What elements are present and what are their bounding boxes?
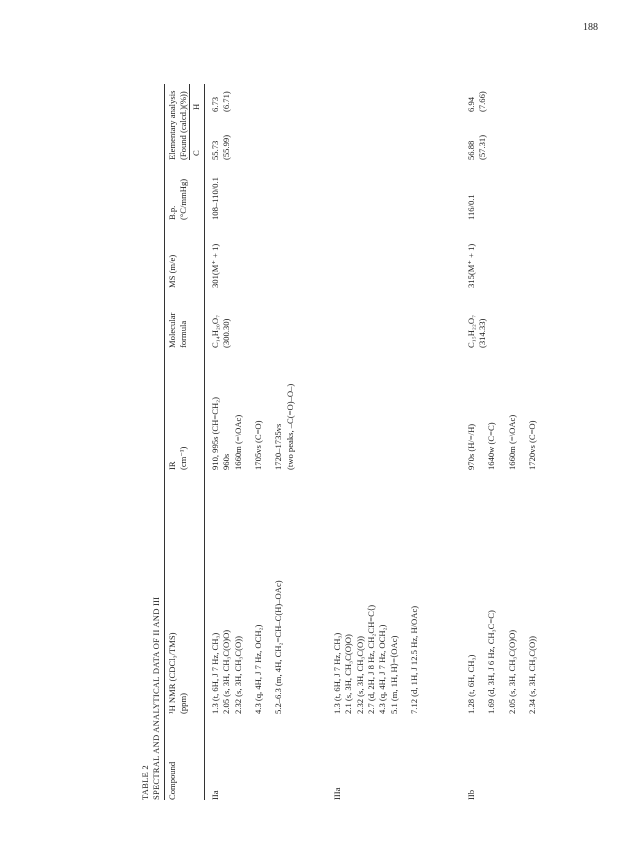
table-title: SPECTRAL AND ANALYTICAL DATA OF II AND III [151, 596, 161, 800]
row-iia-h: 6.73 (6.71) [210, 91, 232, 112]
row-iiia-nmr: 1.3 (t, 6H, J 7 Hz, CH₃) 2.1 (s, 3H, CH₃C(O)O) 2.32 (s, 3H, CH₃C(O)) 2.7 (d, 2H, J 8 Hz, CH₂CH=C⟨) 4.3 (q, 4H, J 7 Hz, OCH₂) 5.1 (m, 1H, H⟩=⟨OAc) 7.12 (d, 1H, J 12.5 Hz, H/OAc) [332, 604, 420, 714]
row-iib-c: 56.88 (57.31) [466, 134, 488, 160]
row-iib-compound: IIb [466, 789, 476, 800]
row-iib-ms: 315(M⁺ + 1) [466, 243, 476, 288]
row-iia-ir: 910, 995s (CH=CH₂) 960s 1660m (=\OAc) 1705vs (C=O) 1720–1735vs (two peaks, –C(=O)–O–) [210, 383, 295, 470]
row-iib-formula: C₁₅H₂₂O₇ (314.33) [466, 314, 488, 348]
table-label: TABLE 2 [140, 765, 150, 800]
row-iia-c: 55.73 (55.99) [210, 134, 232, 160]
header-elementary-analysis: Elementary analysis (Found (calcd.)(%)) [167, 90, 189, 160]
header-ea-c: C [191, 150, 201, 156]
row-iia-ms: 301(M⁺ + 1) [210, 243, 220, 288]
row-iia-bp: 108–110/0.1 [210, 177, 220, 220]
rotated-table [140, 80, 600, 800]
row-iia-compound: IIa [210, 790, 220, 800]
row-iiia-compound: IIIa [332, 787, 342, 800]
row-iia-nmr: 1.3 (t, 6H, J 7 Hz, CH₃) 2.05 (s, 3H, CH₃C(O)O) 2.32 (s, 3H, CH₃C(O)) 4.3 (q, 4H, J 7 Hz, OCH₂) 5.2–6.3 (m, 4H, CH₂=CH–C(H)–OAc) [210, 580, 284, 714]
table-header-rule [204, 84, 205, 800]
header-ms: MS (m/e) [167, 254, 177, 288]
header-formula: Molecular formula [167, 312, 189, 348]
row-iib-h: 6.94 (7.66) [466, 91, 488, 112]
header-bp: B.p. (°C/mmHg) [167, 178, 189, 220]
header-ir: IR (cm⁻¹) [167, 446, 189, 470]
header-ea-h: H [191, 103, 201, 110]
header-compound: Compound [167, 761, 177, 800]
row-iib-bp: 116/0.1 [466, 194, 476, 220]
header-nmr: ¹H NMR (CDCl₃/TMS) (ppm) [167, 632, 189, 714]
row-iib-ir: 970s (H/=/H) 1640w (C=C) 1660m (=\OAc) 1720vs (C=O) [466, 414, 538, 470]
table-top-rule [164, 84, 165, 800]
ea-sub-rule [189, 84, 190, 160]
page-number: 188 [583, 22, 598, 33]
row-iib-nmr: 1.28 (t, 6H, CH₃) 1.69 (d, 3H, J 6 Hz, CH₃C=C) 2.05 (s, 3H, CH₃C(O)O) 2.34 (s, 3H, CH₃C(O)) [466, 610, 538, 714]
row-iia-formula: C₁₄H₂₀O₇ (300.30) [210, 314, 232, 348]
